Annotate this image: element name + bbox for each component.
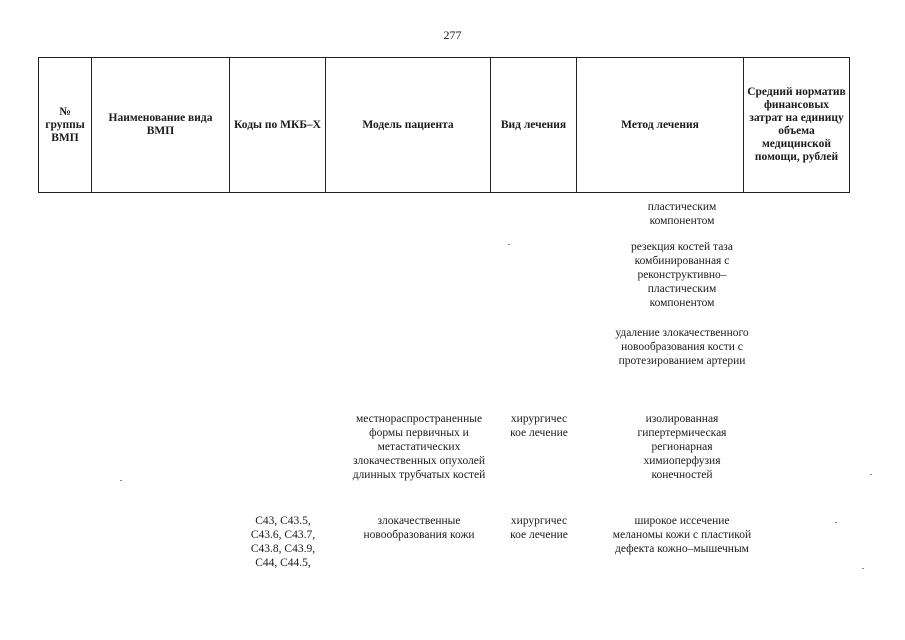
scan-speck	[870, 474, 872, 475]
table-header	[38, 57, 850, 193]
scan-speck	[862, 568, 864, 569]
method-cell-4: изолированная гипертермическая регионарная химиоперфузия конечностей	[637, 413, 727, 481]
column-header-vmp-name: Наименование вида ВМП	[92, 58, 230, 193]
method-cell-2: резекция костей таза комбинированная с реконструктивно– пластическим компонентом	[631, 241, 733, 309]
column-header-average-cost: Средний норматив финансовых затрат на единицу объема медицинской помощи, рублей	[744, 58, 850, 193]
patient-model-cell-2: злокачественные новообразования кожи	[363, 515, 475, 541]
scan-speck	[835, 522, 837, 523]
patient-model-cell-1: местнораспространенные формы первичных и метастатических злокачественных опухолей длинных трубчатых костей	[352, 413, 486, 481]
treatment-type-cell-1: хирургичес кое лечение	[510, 413, 568, 439]
method-cell-5: широкое иссечение меланомы кожи с пластикой дефекта кожно–мышечным	[612, 515, 752, 555]
icd-codes-cell: C43, C43.5, C43.6, C43.7, C43.8, C43.9, C44, C44.5,	[250, 515, 316, 569]
column-header-treatment-method: Метод лечения	[577, 58, 744, 193]
scan-speck	[120, 480, 122, 481]
column-header-treatment-type: Вид лечения	[491, 58, 577, 193]
column-header-patient-model: Модель пациента	[326, 58, 491, 193]
treatment-type-cell-2: хирургичес кое лечение	[510, 515, 568, 541]
scan-speck	[508, 244, 510, 245]
method-cell-3: удаление злокачественного новообразования кости с протезированием артерии	[615, 327, 749, 367]
column-header-icd-codes: Коды по МКБ–Х	[230, 58, 326, 193]
column-header-group-number: № группы ВМП	[39, 58, 92, 193]
method-cell-1: пластическим компонентом	[647, 201, 717, 227]
page-number: 277	[443, 28, 462, 42]
